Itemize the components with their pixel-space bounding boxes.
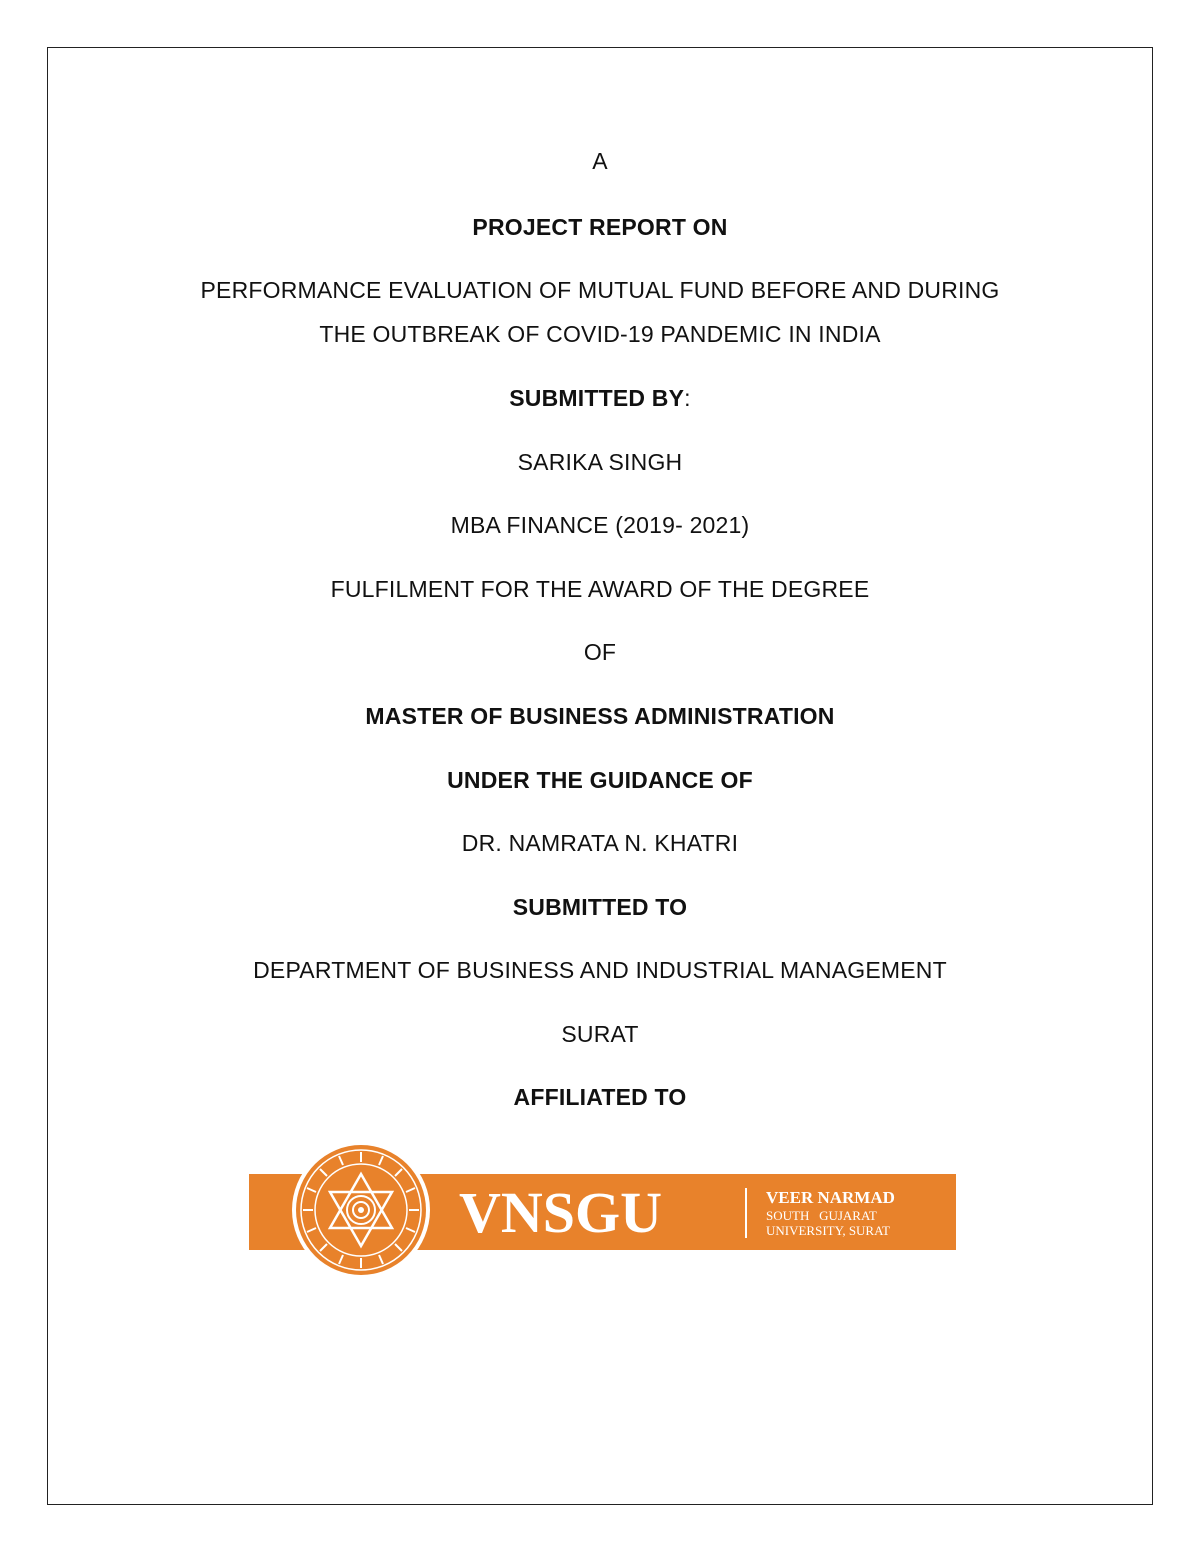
submitted-by-heading [0, 385, 1200, 412]
student-name: SARIKA SINGH [517, 449, 683, 475]
submitted-to-heading: SUBMITTED TO [512, 894, 688, 920]
report-title-line-2: THE OUTBREAK OF COVID-19 PANDEMIC IN INDIA [319, 321, 881, 347]
logo-name-line-1: VEER NARMAD [766, 1188, 895, 1207]
project-report-heading: PROJECT REPORT ON [472, 214, 728, 240]
guidance-heading: UNDER THE GUIDANCE OF [447, 767, 753, 793]
affiliated-to-heading: AFFILIATED TO [513, 1084, 687, 1110]
of-text: OF [583, 639, 617, 665]
university-seal-icon [291, 1140, 431, 1280]
logo-acronym: VNSGU [459, 1180, 663, 1245]
guide-name: DR. NAMRATA N. KHATRI [461, 830, 739, 856]
report-title-line-1: PERFORMANCE EVALUATION OF MUTUAL FUND BEFORE AND DURING [200, 277, 1000, 303]
logo-divider [745, 1188, 747, 1238]
submitted-by-label: SUBMITTED BY [509, 385, 685, 411]
city-name: SURAT [561, 1021, 639, 1047]
cover-article: A [592, 148, 608, 174]
degree-name: MASTER OF BUSINESS ADMINISTRATION [365, 703, 835, 729]
program-name: MBA FINANCE (2019- 2021) [450, 512, 750, 538]
logo-name-line-2: SOUTH GUJARAT [766, 1208, 877, 1223]
logo-name-line-3: UNIVERSITY, SURAT [766, 1223, 890, 1238]
submitted-by-colon: : [684, 385, 691, 411]
fulfilment-text: FULFILMENT FOR THE AWARD OF THE DEGREE [330, 576, 870, 602]
department-name: DEPARTMENT OF BUSINESS AND INDUSTRIAL MANAGEMENT [253, 957, 947, 983]
